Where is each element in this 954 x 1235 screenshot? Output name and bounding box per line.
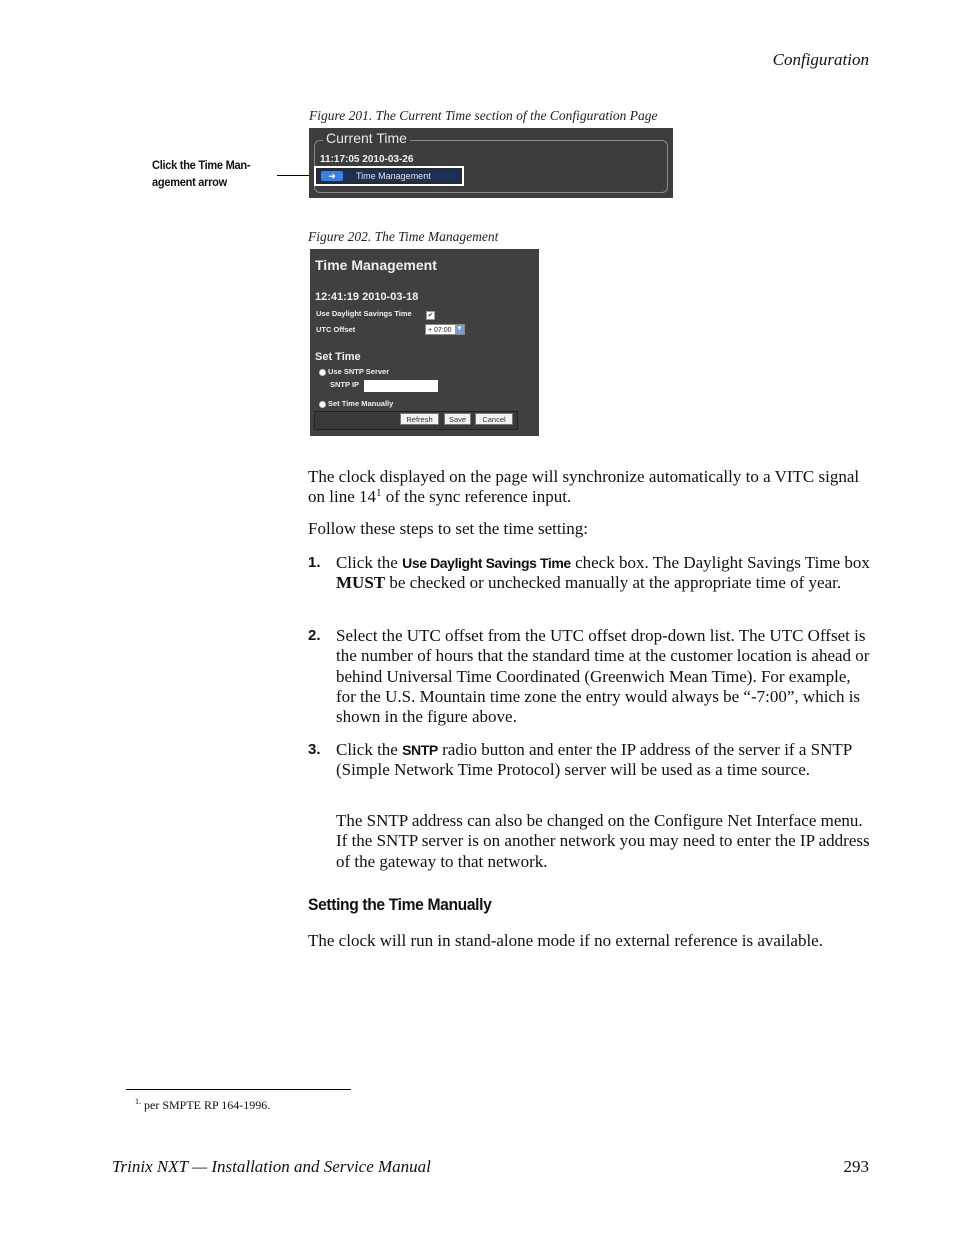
- chevron-down-icon: ▼: [456, 326, 463, 332]
- manual-radio[interactable]: [319, 401, 326, 408]
- step-1-ui-term: Use Daylight Savings Time: [402, 555, 571, 571]
- step-3-note: The SNTP address can also be changed on the Configure Net Interface menu. If the SNTP server is on another network you may need to enter the IP address of the gateway to that network.: [336, 811, 870, 871]
- manual-option-label: Set Time Manually: [328, 399, 394, 408]
- utc-offset-value: + 07:00: [428, 327, 452, 334]
- save-button[interactable]: Save: [444, 413, 471, 425]
- step-1-text: [336, 553, 872, 594]
- step-3-ui-term: SNTP: [402, 742, 438, 758]
- footnote-text: per SMPTE RP 164-1996.: [141, 1098, 271, 1112]
- step-3-text: [336, 740, 872, 781]
- sntp-option-label: Use SNTP Server: [328, 367, 390, 376]
- step-3-a: Click the: [336, 740, 403, 759]
- step-3-b: radio button and enter the IP address of the server if a SNTP (Simple Network Time Protocol) server will be used as a time source.: [336, 740, 852, 780]
- utc-offset-select[interactable]: [425, 324, 465, 335]
- step-1-b: check box. The Daylight Savings Time box: [570, 553, 870, 572]
- footnote-rule: [126, 1089, 351, 1090]
- current-time-panel: [309, 128, 673, 198]
- section-heading: Setting the Time Manually: [308, 895, 492, 914]
- dst-checkbox[interactable]: ✔: [427, 312, 434, 319]
- time-management-label: Time Management: [356, 171, 431, 181]
- step-1-a: Click the: [336, 553, 403, 572]
- current-time-title: Current Time: [323, 130, 410, 146]
- time-management-button[interactable]: [314, 166, 464, 186]
- footnote-mark: 1.: [135, 1097, 141, 1106]
- sntp-ip-label: SNTP IP: [330, 380, 360, 389]
- time-management-heading: Time Management: [315, 257, 437, 273]
- footer-title: Trinix NXT — Installation and Service Manual: [112, 1157, 431, 1176]
- final-paragraph: The clock will run in stand-alone mode if no external reference is available.: [308, 931, 823, 950]
- steps-intro: Follow these steps to set the time setting:: [308, 519, 589, 538]
- footnote: [135, 1097, 270, 1113]
- step-2-number: 2.: [308, 627, 321, 644]
- time-management-time: 12:41:19 2010-03-18: [315, 291, 419, 303]
- page-number: 293: [843, 1157, 869, 1176]
- dst-label: Use Daylight Savings Time: [316, 309, 412, 318]
- step-3-number: 3.: [308, 741, 321, 758]
- sntp-ip-input[interactable]: [364, 380, 438, 392]
- time-management-panel: [310, 249, 539, 436]
- step-1-emphasis: MUST: [336, 573, 386, 593]
- step-1-c: be checked or unchecked manually at the appropriate time of year.: [385, 573, 842, 593]
- intro-text-a: The clock displayed on the page will synchronize automatically to a VITC signal on line 14: [308, 467, 860, 507]
- set-time-heading: Set Time: [315, 351, 361, 363]
- intro-paragraph: [308, 467, 873, 508]
- step-2-text: Select the UTC offset from the UTC offset drop-down list. The UTC Offset is the number of hours that the standard time at the customer location is ahead or behind Universal Time Coordinated (Greenwich Mean Time). For example, for the U.S. Mountain time zone the entry would always be “-7:00”, which is shown in the figure above.: [336, 626, 870, 727]
- step-1-number: 1.: [308, 554, 321, 571]
- arrow-right-icon: ➜: [321, 171, 343, 181]
- refresh-button[interactable]: Refresh: [400, 413, 439, 425]
- footnote-ref: 1: [376, 487, 382, 500]
- running-header: Configuration: [772, 50, 869, 69]
- callout-leader-line: [277, 175, 313, 176]
- figure-201-caption: Figure 201. The Current Time section of the Configuration Page: [309, 108, 658, 123]
- current-time-value: 11:17:05 2010-03-26: [320, 154, 414, 165]
- utc-offset-label: UTC Offset: [316, 325, 356, 334]
- cancel-button[interactable]: Cancel: [475, 413, 513, 425]
- intro-text-b: of the sync reference input.: [381, 487, 572, 507]
- figure-202-caption: Figure 202. The Time Management: [308, 229, 499, 244]
- callout-text: Click the Time Man- agement arrow: [152, 158, 251, 189]
- sntp-radio[interactable]: [319, 369, 326, 376]
